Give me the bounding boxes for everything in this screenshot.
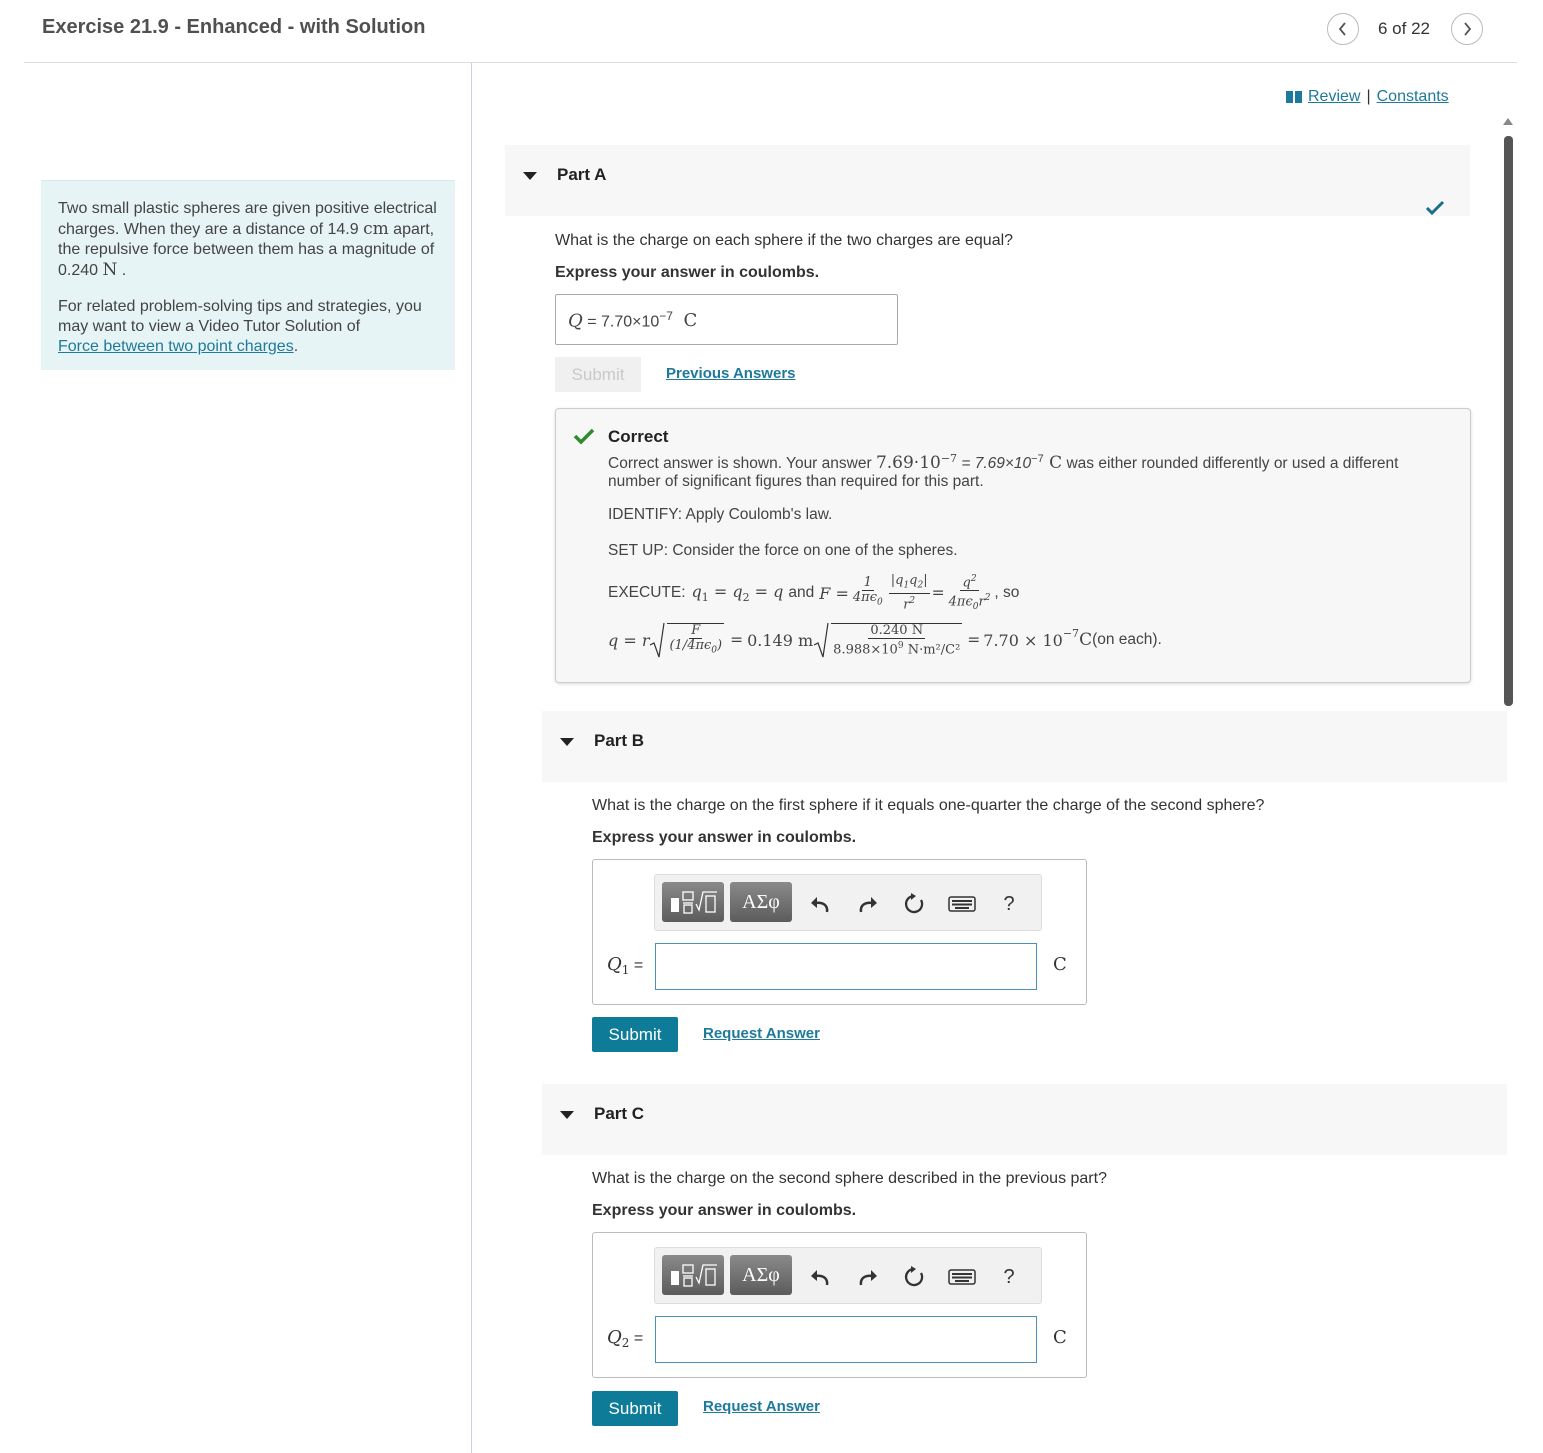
q2-unit: C [1053,1327,1067,1348]
fb-line1-exp: −7 [940,452,958,465]
column-divider [471,63,472,1453]
help-icon[interactable]: ? [1003,1265,1015,1288]
feedback-title: Correct [608,427,669,446]
greek-symbols-button[interactable]: ΑΣφ [730,1255,792,1295]
execute-eq-q: $q_1 = q_2 = q$ [691,581,784,605]
fb-line1-a: Correct answer is shown. Your answer [608,455,876,473]
keyboard-icon[interactable] [947,1264,977,1290]
reset-icon[interactable] [901,1264,927,1290]
part-a-instruction: Express your answer in coulombs. [555,264,820,281]
templates-button[interactable] [662,1255,724,1295]
redo-icon[interactable] [855,891,881,917]
constants-link[interactable]: Constants [1376,88,1449,105]
previous-answers-link[interactable]: Previous Answers [666,365,796,382]
result-q-eq-r: q = r [608,630,650,650]
frac-f-1-4pie0: $\frac{F}{(1/4\pi\epsilon_0)}$ [669,622,723,656]
reset-icon[interactable] [901,891,927,917]
problem-statement [41,180,455,370]
header-divider [24,62,1517,63]
part-a-header[interactable] [505,145,1470,216]
undo-icon[interactable] [807,1264,833,1290]
part-c-question: What is the charge on the second sphere described in the previous part? [592,1170,1107,1187]
undo-icon[interactable] [807,891,833,917]
result-m: 0.149 m [747,630,814,650]
result-unit: C [1079,630,1093,650]
result-equals: = [730,631,744,649]
book-icon [1286,91,1302,103]
answer-value: 7.70×10 [601,313,660,331]
part-b-instruction: Express your answer in coulombs. [592,829,857,846]
sqrt-icon [649,621,665,659]
correct-check-icon [573,427,595,445]
part-c-math-editor [592,1232,1087,1378]
sqrt-icon-2 [813,621,829,659]
templates-icon [667,1261,719,1289]
result-equals-2: = [967,631,981,649]
frac-q2-4pie0r2: $\frac{q^2}{4\pi\epsilon_0r^2}$ [948,573,991,613]
q2-sub: 2 [621,1336,630,1351]
part-a-answer [555,294,898,345]
review-link[interactable]: Review [1308,88,1361,105]
unit-n: N [102,260,118,280]
part-b-question: What is the charge on the first sphere if it equals one-quarter the charge of the second sphere? [592,797,1265,814]
part-a-question: What is the charge on each sphere if the two charges are equal? [555,232,1014,249]
result-suffix: (on each). [1092,631,1162,648]
fb-line1-b: = 7.69×10 [957,455,1032,473]
scroll-up-icon[interactable] [1503,118,1513,125]
answer-unit: C [683,310,698,332]
collapse-triangle-icon[interactable] [560,738,574,746]
part-c-label: Part C [594,1104,645,1123]
result-value: 7.70 × 10 [983,630,1063,650]
collapse-triangle-icon[interactable] [560,1111,574,1119]
q1-answer-input[interactable] [655,943,1037,990]
problem-text-b: apart, the repulsive force between them has a magnitude of 0.240 [58,221,435,279]
redo-icon[interactable] [855,1264,881,1290]
header [0,0,1543,62]
feedback-panel [555,408,1471,683]
part-b-submit-button[interactable]: Submit [592,1017,678,1052]
answer-eq: = [587,313,597,331]
chevron-right-icon [1461,21,1473,37]
feedback-line-2: number of significant figures than required for this part. [608,473,984,490]
link-separator: | [1366,88,1371,105]
tutor-text-body: For related problem-solving tips and strategies, you may want to view a Video Tutor Solution of [58,298,422,335]
part-c-header[interactable] [542,1084,1507,1155]
q2-label [607,1327,643,1350]
execute-so: , so [994,584,1020,601]
top-links [1286,88,1449,106]
problem-text-a: Two small plastic spheres are given positive electrical charges. When they are a distance of 14.9 [58,200,437,238]
next-button[interactable] [1451,13,1483,45]
execute-and: and [788,584,815,601]
part-c-submit-button[interactable]: Submit [592,1391,678,1426]
frac-n-k [831,623,962,657]
q1-sub: 1 [621,963,630,978]
fb-line1-c: was either rounded differently or used a different [1062,455,1399,473]
result-n: 0.240 N [870,622,924,638]
page-counter: 6 of 22 [1378,19,1430,38]
answer-exp: −7 [659,309,673,323]
feedback-identify: IDENTIFY: Apply Coulomb's law. [608,506,833,523]
result-k-exp: 9 [897,640,904,651]
templates-icon [667,888,719,916]
feedback-line-1 [608,452,1398,473]
q1-label [607,954,643,977]
prev-button[interactable] [1327,13,1359,45]
keyboard-icon[interactable] [947,891,977,917]
result-k-unit: N·m²/C² [903,642,961,658]
checkmark-icon [1425,200,1445,216]
q1-var: Q [607,954,622,975]
q1-unit: C [1053,954,1067,975]
part-a-submit-button: Submit [555,357,641,392]
feedback-result [608,619,1162,661]
part-c-instruction: Express your answer in coulombs. [592,1202,857,1219]
tutor-text [58,297,437,357]
frac-1-4pie0: $\frac{1}{4\pi\epsilon_0}$ [852,575,883,608]
execute-equals: = [931,584,945,602]
q2-answer-input[interactable] [655,1316,1037,1363]
part-c-request-answer-link[interactable]: Request Answer [703,1398,820,1415]
result-exp: −7 [1062,627,1080,640]
problem-text [58,199,437,281]
answer-var: Q [568,310,583,332]
execute-eq-f: F = [819,583,849,603]
q2-eq: = [633,1330,644,1347]
unit-cm: cm [363,219,389,239]
collapse-triangle-icon[interactable] [523,172,537,180]
help-icon[interactable]: ? [1003,892,1015,915]
feedback-setup: SET UP: Consider the force on one of the spheres. [608,542,958,559]
chevron-left-icon [1337,21,1349,37]
fb-line1-exp2: −7 [1031,453,1044,465]
q2-var: Q [607,1327,622,1348]
part-b-request-answer-link[interactable]: Request Answer [703,1025,820,1042]
part-b-label: Part B [594,731,645,750]
fb-line1-val: 7.69·10 [875,453,941,474]
part-b-math-editor [592,859,1087,1005]
frac-q1q2-r2: $\frac{|q_1q_2|}{r^2}$ [890,573,928,612]
templates-button[interactable] [662,882,724,922]
math-toolbar [654,1247,1042,1304]
part-b-header[interactable] [542,711,1507,782]
feedback-execute [608,573,1019,613]
math-toolbar [654,874,1042,931]
scrollbar-thumb[interactable] [1504,136,1513,706]
part-a-label: Part A [557,165,607,184]
problem-text-c: . [117,262,127,279]
execute-label: EXECUTE: [608,584,686,601]
q1-eq: = [633,957,644,974]
greek-symbols-button[interactable]: ΑΣφ [730,882,792,922]
page-title: Exercise 21.9 - Enhanced - with Solution [42,16,426,38]
link-suffix: . [293,338,299,355]
result-k: 8.988×10 [833,642,898,658]
fb-line1-unit: C [1043,453,1063,474]
video-tutor-link[interactable]: Force between two point charges [58,338,294,355]
